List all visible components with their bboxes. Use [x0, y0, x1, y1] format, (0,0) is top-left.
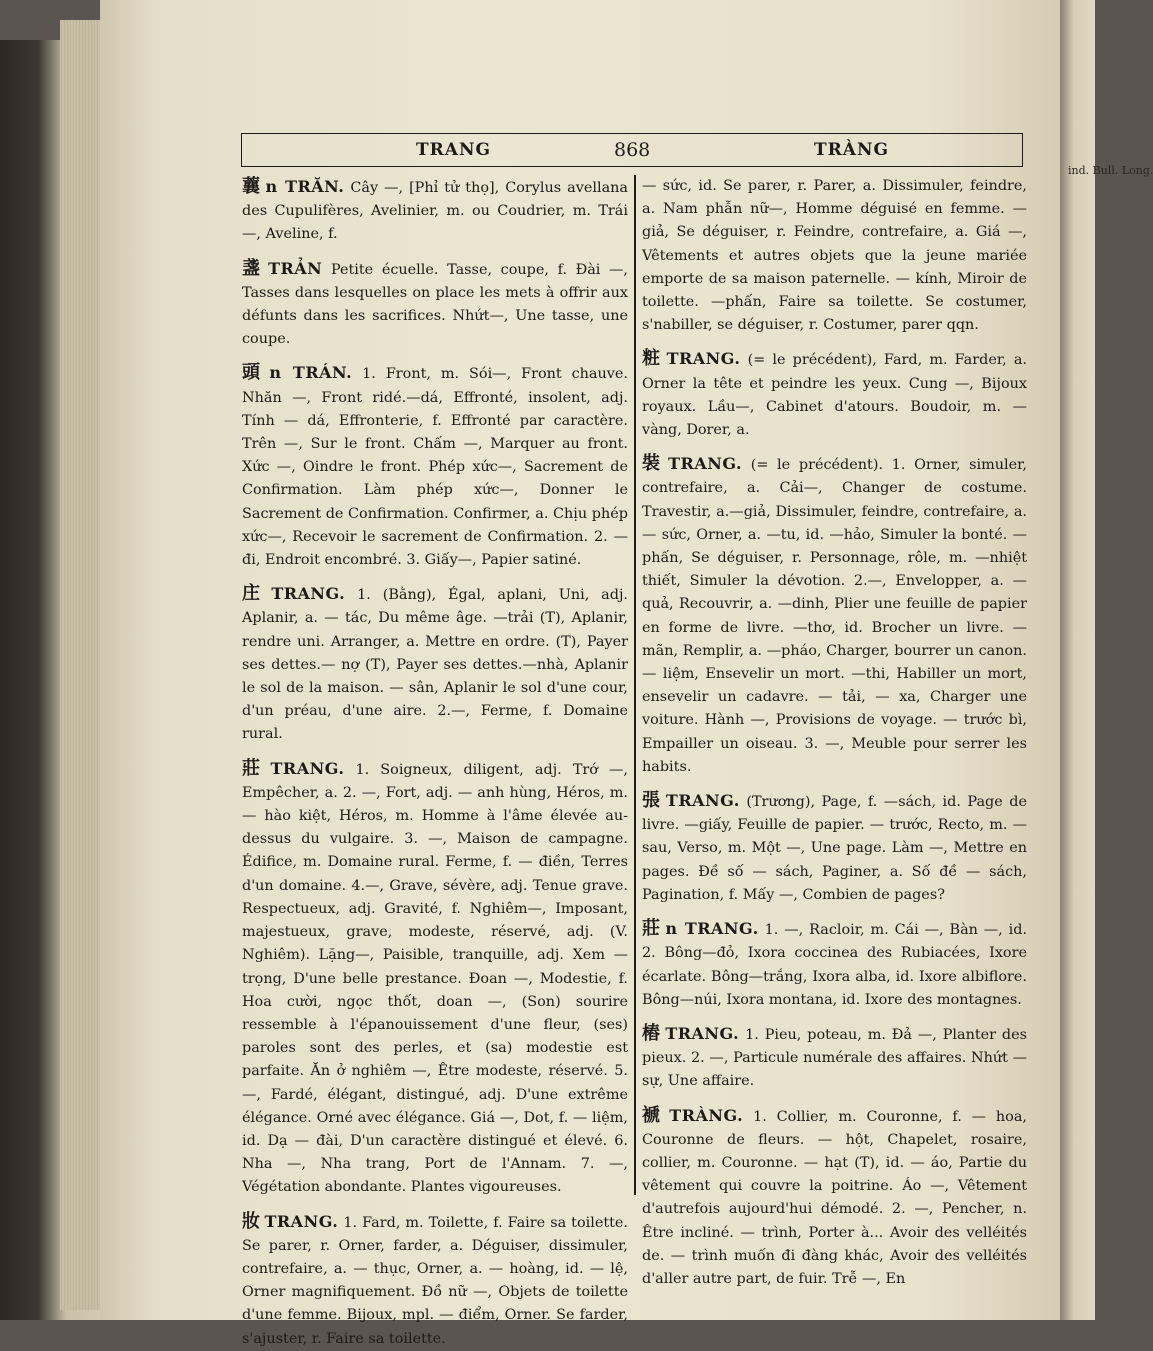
entry-text — [242, 361, 628, 572]
entry-text — [242, 257, 628, 352]
entry-definition: (= le précédent). 1. Orner, simuler, contrefaire, a. Cải—, Changer de costume. Travestir, a.—giả, Dissimuler, feindre, contrefaire, a. — sức, Orner, a. —tu, id. —hảo, Simuler la bonté. — phấn, Se déguiser, r. Personnage, rôle, m. —nhiệt thiết, Simuler la dévotion. 2.—, Envelopper, a. — quả, Recouvrir, a. —dinh, Plier une feuille de papier en forme de livre. —thơ, id. Brocher un livre. — mãn, Remplir, a. —pháo, Charger, bourrer un canon. — liệm, Ensevelir un mort. —thi, Habiller un mort, ensevelir un cadavre. — tải, — xa, Charger une voiture. Hành —, Provisions de voyage. — trước bì, Empailler un oiseau. 3. —, Meuble pour serrer les habits. — [642, 457, 1027, 775]
entry-text — [642, 452, 1027, 779]
dictionary-entry — [242, 175, 628, 247]
left-column — [242, 175, 629, 1347]
entry-text — [242, 582, 628, 746]
entry-definition: 1. (Bằng), Égal, aplani, Uni, adj. Aplanir, a. — tác, Du même âge. —trải (T), Aplanir, rendre uni. Arranger, a. Mettre en ordre. (T), Payer ses dettes.— nợ (T), Payer ses dettes.—nhà, Aplanir le sol de la maison. — sân, Aplanir le sol d'une cour, d'un préau, d'une aire. 2.—, Ferme, f. Domaine rural. — [242, 587, 628, 743]
entry-character: 張 — [642, 790, 662, 812]
dictionary-entry — [242, 257, 628, 352]
entry-definition: 1. Collier, m. Couronne, f. — hoa, Couronne de fleurs. — hột, Chapelet, rosaire, collier, m. Couronne. — hạt (T), id. — áo, Partie du vêtement qui couvre la poitrine. Áo —, Vêtement d'autrefois aujourd'hui démodé. 2. —, Pencher, n. Être incliné. — trình, Porter à... Avoir des velléités de. — trình muốn đi đàng khác, Avoir des velléités d'aller autre part, de fuir. Trễ —, En — [642, 1108, 1028, 1287]
entry-text — [642, 789, 1027, 907]
page-number: 868 — [614, 139, 651, 161]
dictionary-entry — [642, 175, 1027, 337]
dictionary-entry — [642, 789, 1027, 907]
entry-character: 樁 — [642, 1022, 662, 1044]
entry-headword: TRANG. — [668, 454, 743, 474]
entry-text — [642, 175, 1027, 337]
column-divider — [634, 175, 636, 1195]
entry-headword: n TRĂN. — [265, 177, 345, 196]
dictionary-entry — [642, 1104, 1027, 1292]
entry-headword: TRANG. — [270, 758, 345, 778]
entry-definition: — sức, id. Se parer, r. Parer, a. Dissimuler, feindre, a. Nam phẫn nữ—, Homme déguisé en femme. — giả, Se déguiser, r. Feindre, contrefaire, a. Giá —, Vêtements et autres objets que la jeune mariée emporte de sa maison paternelle. — kính, Miroir de toilette. —phấn, Faire sa toilette. Se costumer, s'nabiller, se déguiser, r. Costumer, parer qqn. — [642, 178, 1027, 334]
entry-text — [642, 1022, 1027, 1094]
entry-text — [242, 175, 628, 247]
header-right-word: TRÀNG — [814, 140, 890, 160]
entry-headword: TRANG. — [665, 1023, 740, 1043]
entry-definition: (Trương), Page, f. —sách, id. Page de livre. —giấy, Feuille de papier. — trước, Recto, m. — sau, Verso, m. Một —, Une page. Làm —, Mettre en pages. Đề số — sách, Paginer, a. Số đề — sách, Pagination, f. Mấy —, Combien de pages? — [642, 794, 1027, 903]
entry-text — [242, 757, 628, 1200]
entry-character: 庄 — [242, 583, 268, 605]
dictionary-entry — [242, 1210, 628, 1351]
dictionary-entry — [642, 452, 1027, 779]
dictionary-entry — [642, 347, 1027, 442]
entry-headword: TRẢN — [268, 258, 323, 278]
entry-headword: TRÀNG. — [669, 1105, 744, 1125]
dictionary-entry — [642, 1022, 1027, 1094]
dictionary-entry — [242, 361, 628, 572]
entry-text — [642, 347, 1027, 442]
entry-character: 莊 — [642, 918, 662, 940]
entry-headword: n TRÁN. — [269, 363, 353, 383]
dictionary-entry — [242, 582, 628, 746]
entry-character: 褫 — [642, 1104, 666, 1126]
entry-character: 裝 — [642, 453, 665, 475]
dictionary-entry — [242, 757, 628, 1200]
entry-headword: TRANG. — [666, 349, 741, 369]
entry-definition: 1. Fard, m. Toilette, f. Faire sa toilette. Se parer, r. Orner, farder, a. Déguiser, dissimuler, contrefaire, a. — thục, Orner, a. — hoàng, id. — lệ, Orner magnifiquement. Đồ nữ —, Objets de toilette d'une femme. Bijoux, mpl. — điểm, Orner. Se farder, s'ajuster, r. Faire sa toilette. — [242, 1214, 629, 1347]
entry-definition: Cây —, [Phỉ tử thọ], Corylus avellana des Cupulifères, Avelinier, m. ou Coudrier, m. Trái —, Aveline, f. — [242, 180, 628, 243]
dictionary-entry — [642, 917, 1027, 1012]
running-header — [241, 133, 1023, 167]
entry-headword: TRANG. — [271, 584, 346, 604]
entry-headword: TRANG. — [264, 1211, 339, 1231]
next-page-edge — [1060, 0, 1153, 1320]
entry-character: 盞 — [242, 257, 265, 279]
header-left-word: TRANG — [416, 140, 492, 160]
entry-text — [642, 1104, 1027, 1292]
entry-text — [242, 1210, 628, 1351]
entry-character: 頭 — [242, 362, 266, 384]
entry-definition: 1. Pieu, poteau, m. Đả —, Planter des pieux. 2. —, Particule numérale des affaires. Nhứt — sự, Une affaire. — [642, 1026, 1028, 1090]
entry-character: 蘘 — [242, 176, 262, 197]
entry-character: 妝 — [242, 1210, 261, 1232]
entry-text — [642, 917, 1027, 1012]
entry-character: 莊 — [242, 757, 267, 779]
entry-headword: TRANG. — [665, 791, 740, 811]
entry-headword: n TRANG. — [665, 919, 759, 939]
entry-character: 粧 — [642, 348, 663, 370]
entry-definition: 1. Front, m. Sói—, Front chauve. Nhăn —, Front ridé.—dá, Effronté, insolent, adj. Tính — dá, Effronterie, f. Effronté par caractère. Trên —, Sur le front. Chấm —, Marquer au front. Xức —, Oindre le front. Phép xức—, Sacrement de Confirmation. Làm phép xức—, Donner le Sacrement de Confirmation. Confirmer, a. Chịu phép xức—, Recevoir le sacrement de Confirmation. 2. — đi, Endroit encombré. 3. Giấy—, Papier satiné. — [242, 366, 628, 569]
entry-definition: (= le précédent), Fard, m. Farder, a. Orner la tête et peindre les yeux. Cung —, Bijoux royaux. Lầu—, Cabinet d'atours. Boudoir, m. — vàng, Dorer, a. — [642, 352, 1028, 439]
entry-definition: 1. Soigneux, diligent, adj. Trớ —, Empêcher, a. 2. —, Fort, adj. — anh hùng, Héros, m. — hào kiệt, Héros, m. Homme à l'âme élevée au-dessus du vulgaire. 3. —, Maison de campagne. Édifice, m. Domaine rural. Ferme, f. — điền, Terres d'un domaine. 4.—, Grave, sévère, adj. Tenue grave. Respectueux, adj. Gravité, f. Nghiêm—, Imposant, majestueux, grave, modeste, réservé, adj. (V. Nghiêm). Lặng—, Paisible, tranquille, adj. Xem — trọng, D'une belle prestance. Đoan —, Modestie, f. Hoa cười, ngọc thốt, doan —, (Son) sourire ressemble à l'épanouissement d'une fleur, (ses) paroles sont des perles, et (sa) modestie est parfaite. Ăn ở nghiêm —, Être modeste, réservé. 5. —, Fardé, élégant, distingué, adj. D'une extrême élégance. Orné avec élégance. Giá —, Dot, f. — liệm, id. Dạ — đài, D'un caractère distingué et élevé. 6. Nha —, Nha trang, Port de l'Annam. 7. —, Végétation abondante. Plantes vigoureuses. — [242, 761, 629, 1196]
entry-definition: 1. —, Racloir, m. Cái —, Bàn —, id. 2. Bông—đỏ, Ixora coccinea des Rubiacées, Ixore écarlate. Bông—trắng, Ixora alba, id. Ixore albiflore. Bông—núi, Ixora montana, id. Ixore des montagnes. — [642, 922, 1028, 1008]
right-column — [642, 175, 1028, 1287]
entry-definition: Petite écuelle. Tasse, coupe, f. Đài —, Tasses dans lesquelles on place les mets à offrir aux défunts dans les sacrifices. Nhứt—, Une tasse, une coupe. — [242, 261, 628, 348]
next-page-fragment: ind. Bull. Long. — [1068, 164, 1153, 177]
